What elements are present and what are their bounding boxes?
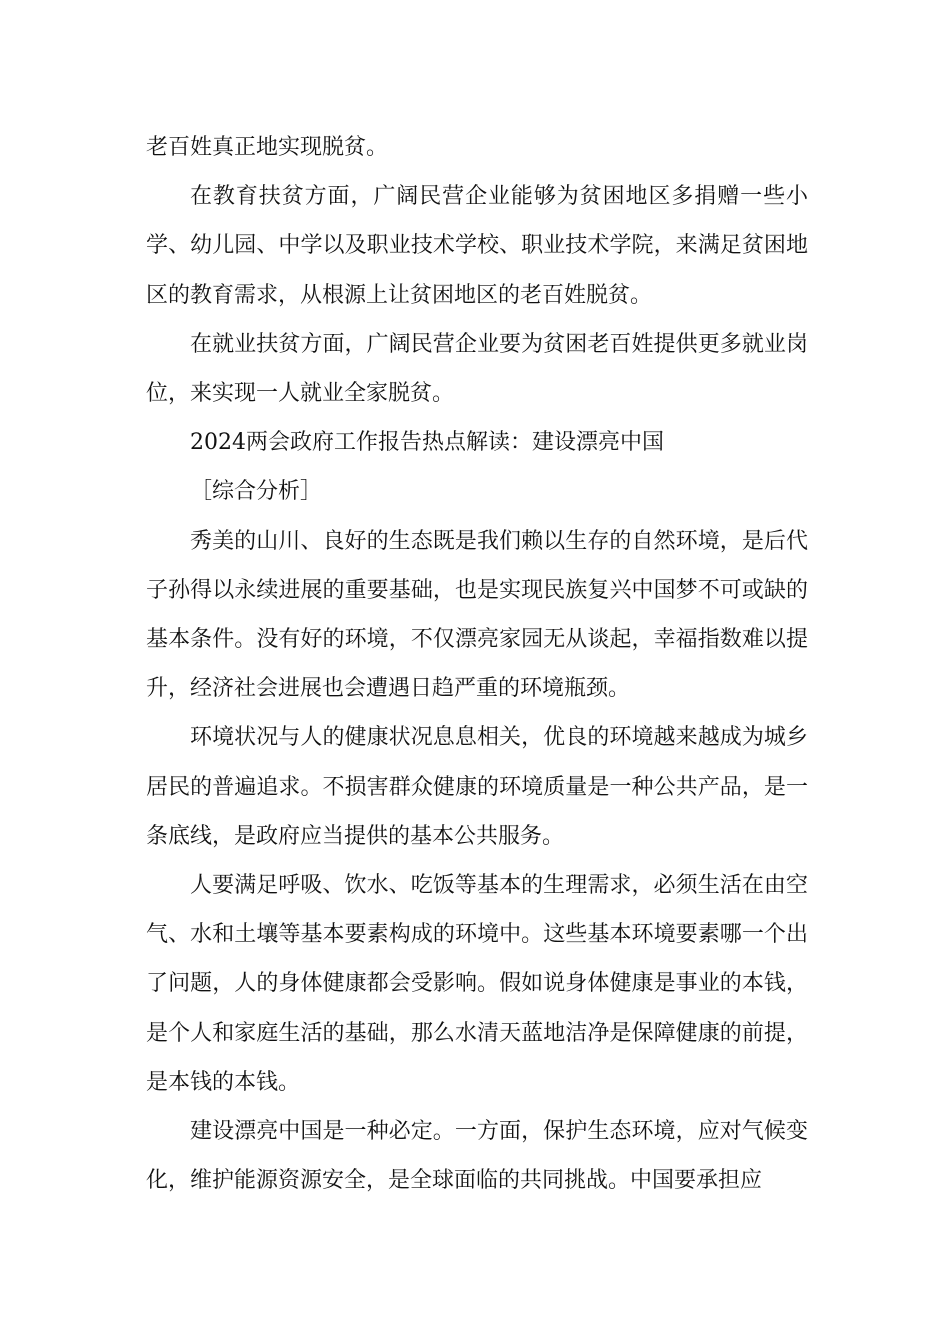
paragraph-7: 环境状况与人的健康状况息息相关，优良的环境越来越成为城乡居民的普遍追求。不损害群众健康的环境质量是一种公共产品，是一条底线，是政府应当提供的基本公共服务。 bbox=[146, 725, 808, 849]
paragraph-1: 老百姓真正地实现脱贫。 bbox=[146, 135, 389, 160]
section-heading: 2024两会政府工作报告热点解读：建设漂亮中国 bbox=[190, 430, 664, 456]
document-body bbox=[146, 123, 808, 1205]
paragraph-6: 秀美的山川、良好的生态既是我们赖以生存的自然环境，是后代子孙得以永续进展的重要基础，也是实现民族复兴中国梦不可或缺的基本条件。没有好的环境，不仅漂亮家园无从谈起，幸福指数难以提升，经济社会进展也会遭遇日趋严重的环境瓶颈。 bbox=[146, 528, 808, 702]
paragraph-8: 人要满足呼吸、饮水、吃饭等基本的生理需求，必须生活在由空气、水和土壤等基本要素构成的环境中。这些基本环境要素哪一个出了问题，人的身体健康都会受影响。假如说身体健康是事业的本钱，是个人和家庭生活的基础，那么水清天蓝地洁净是保障健康的前提，是本钱的本钱。 bbox=[146, 873, 808, 1095]
paragraph-3: 在就业扶贫方面，广阔民营企业要为贫困老百姓提供更多就业岗位，来实现一人就业全家脱贫。 bbox=[146, 331, 808, 407]
section-subheading: ［综合分析］ bbox=[190, 479, 323, 505]
paragraph-2: 在教育扶贫方面，广阔民营企业能够为贫困地区多捐赠一些小学、幼儿园、中学以及职业技术学校、职业技术学院，来满足贫困地区的教育需求，从根源上让贫困地区的老百姓脱贫。 bbox=[146, 184, 808, 308]
paragraph-9: 建设漂亮中国是一种必定。一方面，保护生态环境，应对气候变化，维护能源资源安全，是全球面临的共同挑战。中国要承担应 bbox=[146, 1119, 808, 1194]
